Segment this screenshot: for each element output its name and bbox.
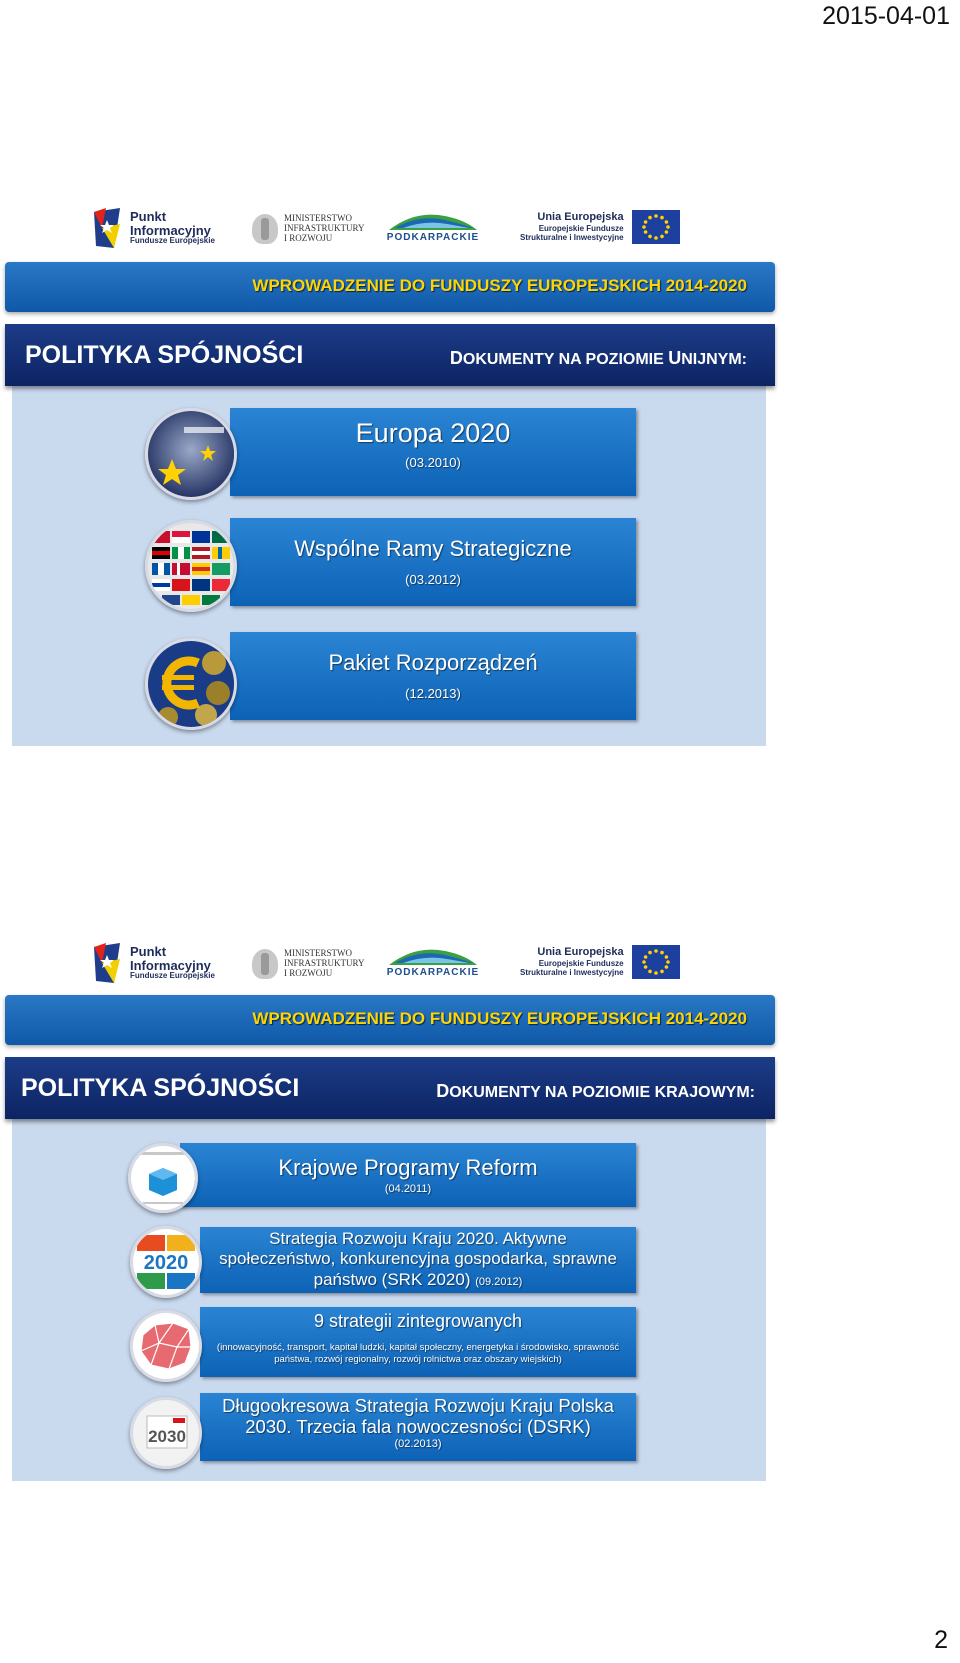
subtitle-part1: OKUMENTY NA POZIOMIE bbox=[462, 351, 669, 368]
item-note: (innowacyjność, transport, kapitał ludzki, kapitał społeczny, energetyka i środowisko, sprawność państwa, rozwój regionalny, rozwój rolnictwa oraz obszary wiejskich) bbox=[216, 1342, 620, 1365]
ministry-line1: MINISTERSTWO bbox=[284, 213, 352, 224]
eagle-icon bbox=[252, 949, 278, 979]
item-date: (02.2013) bbox=[394, 1437, 442, 1450]
logo-strip bbox=[0, 935, 780, 995]
subtitle-cap1: D bbox=[436, 1081, 450, 1101]
slide-eu-documents bbox=[0, 200, 780, 750]
punkt-line2: Informacyjny bbox=[130, 957, 211, 973]
eagle-icon bbox=[252, 214, 278, 244]
item-title: 9 strategii zintegrowanych bbox=[313, 1311, 523, 1331]
podkarpackie-logo bbox=[385, 206, 481, 243]
document-item[interactable] bbox=[230, 632, 636, 720]
section-subtitle bbox=[450, 348, 747, 369]
polska-2030-icon bbox=[130, 1397, 202, 1469]
document-item[interactable] bbox=[230, 518, 636, 606]
item-title: Długookresowa Strategia Rozwoju Kraju Polska 2030. Trzecia fala nowoczesności (DSRK) bbox=[222, 1395, 614, 1438]
eu-flag-icon bbox=[632, 945, 680, 979]
item-title-wrap bbox=[200, 1229, 636, 1290]
document-item[interactable] bbox=[200, 1393, 636, 1461]
punkt-line3: Fundusze Europejskie bbox=[130, 236, 215, 246]
item-title: Wspólne Ramy Strategiczne bbox=[294, 536, 572, 561]
eu-logo bbox=[520, 210, 680, 244]
page-date: 2015-04-01 bbox=[822, 2, 950, 30]
section-title: POLITYKA SPÓJNOŚCI bbox=[25, 341, 304, 369]
banner-bar bbox=[5, 995, 775, 1045]
item-title: Europa 2020 bbox=[355, 418, 511, 448]
eu-flag-icon bbox=[632, 210, 680, 244]
item-date: (03.2010) bbox=[405, 455, 461, 470]
eu-line2: Europejskie Fundusze bbox=[538, 224, 624, 234]
item-date: (03.2012) bbox=[405, 572, 461, 587]
logo-strip bbox=[0, 200, 780, 260]
europe-2020-icon bbox=[145, 408, 237, 500]
ministry-logo bbox=[252, 949, 365, 979]
item-date: (12.2013) bbox=[405, 686, 461, 701]
subtitle-part1: OKUMENTY NA POZIOMIE KRAJOWYM: bbox=[449, 1084, 755, 1101]
eu-line1: Unia Europejska bbox=[537, 211, 624, 224]
ministry-logo bbox=[252, 214, 365, 244]
ministry-line2: INFRASTRUKTURY bbox=[284, 958, 365, 969]
banner-text: WPROWADZENIE DO FUNDUSZY EUROPEJSKICH 2014-2020 bbox=[252, 276, 747, 295]
region-name: PODKARPACKIE bbox=[386, 967, 480, 978]
region-name: PODKARPACKIE bbox=[386, 232, 480, 243]
item-title: Pakiet Rozporządzeń bbox=[328, 650, 538, 675]
punkt-star-icon bbox=[92, 206, 122, 250]
subtitle-cap1: D bbox=[449, 348, 463, 368]
punkt-informacyjny-logo bbox=[92, 941, 215, 985]
punkt-line1: Punkt bbox=[130, 209, 167, 225]
subtitle-part2: NIJNYM: bbox=[681, 351, 747, 368]
punkt-line1: Punkt bbox=[130, 944, 167, 960]
punkt-line3: Fundusze Europejskie bbox=[130, 971, 215, 981]
subtitle-cap2: U bbox=[668, 348, 682, 368]
document-cover-icon bbox=[128, 1143, 198, 1213]
banner-bar bbox=[5, 262, 775, 312]
ministry-line2: INFRASTRUKTURY bbox=[284, 223, 365, 234]
ministry-line3: I ROZWOJU bbox=[284, 232, 333, 243]
srk-2020-icon bbox=[130, 1226, 202, 1298]
document-item[interactable] bbox=[200, 1307, 636, 1377]
ministry-line3: I ROZWOJU bbox=[284, 967, 333, 978]
item-date: (09.2012) bbox=[475, 1275, 523, 1288]
section-subtitle bbox=[436, 1081, 755, 1102]
item-date: (04.2011) bbox=[384, 1183, 432, 1195]
eu-flags-icon bbox=[145, 520, 237, 612]
section-header bbox=[5, 1057, 775, 1119]
poland-map-icon bbox=[130, 1310, 202, 1382]
section-header bbox=[5, 324, 775, 386]
podkarpackie-hills-icon bbox=[385, 206, 481, 232]
eu-line3: Strukturalne i Inwestycyjne bbox=[520, 968, 624, 978]
eu-logo bbox=[520, 945, 680, 979]
section-title: POLITYKA SPÓJNOŚCI bbox=[21, 1074, 300, 1102]
eu-line1: Unia Europejska bbox=[537, 946, 624, 959]
page-number: 2 bbox=[934, 1626, 948, 1654]
ministry-line1: MINISTERSTWO bbox=[284, 948, 352, 959]
euro-coins-icon bbox=[145, 638, 237, 730]
item-title: Krajowe Programy Reform bbox=[278, 1155, 538, 1180]
eu-line3: Strukturalne i Inwestycyjne bbox=[520, 233, 624, 243]
punkt-star-icon bbox=[92, 941, 122, 985]
document-item[interactable] bbox=[180, 1143, 636, 1207]
punkt-line2: Informacyjny bbox=[130, 222, 211, 238]
document-item[interactable] bbox=[230, 408, 636, 496]
punkt-informacyjny-logo bbox=[92, 206, 215, 250]
banner-text: WPROWADZENIE DO FUNDUSZY EUROPEJSKICH 2014-2020 bbox=[252, 1009, 747, 1028]
eu-line2: Europejskie Fundusze bbox=[538, 959, 624, 969]
podkarpackie-logo bbox=[385, 941, 481, 978]
svg-text:2030: 2030 bbox=[148, 1427, 186, 1446]
item-title: Strategia Rozwoju Kraju 2020. Aktywne społeczeństwo, konkurencyjna gospodarka, sprawne państwo (SRK 2020) bbox=[219, 1229, 617, 1289]
slide-national-documents bbox=[0, 935, 780, 1485]
podkarpackie-hills-icon bbox=[385, 941, 481, 967]
document-item[interactable] bbox=[200, 1227, 636, 1293]
svg-text:2020: 2020 bbox=[143, 1252, 189, 1274]
